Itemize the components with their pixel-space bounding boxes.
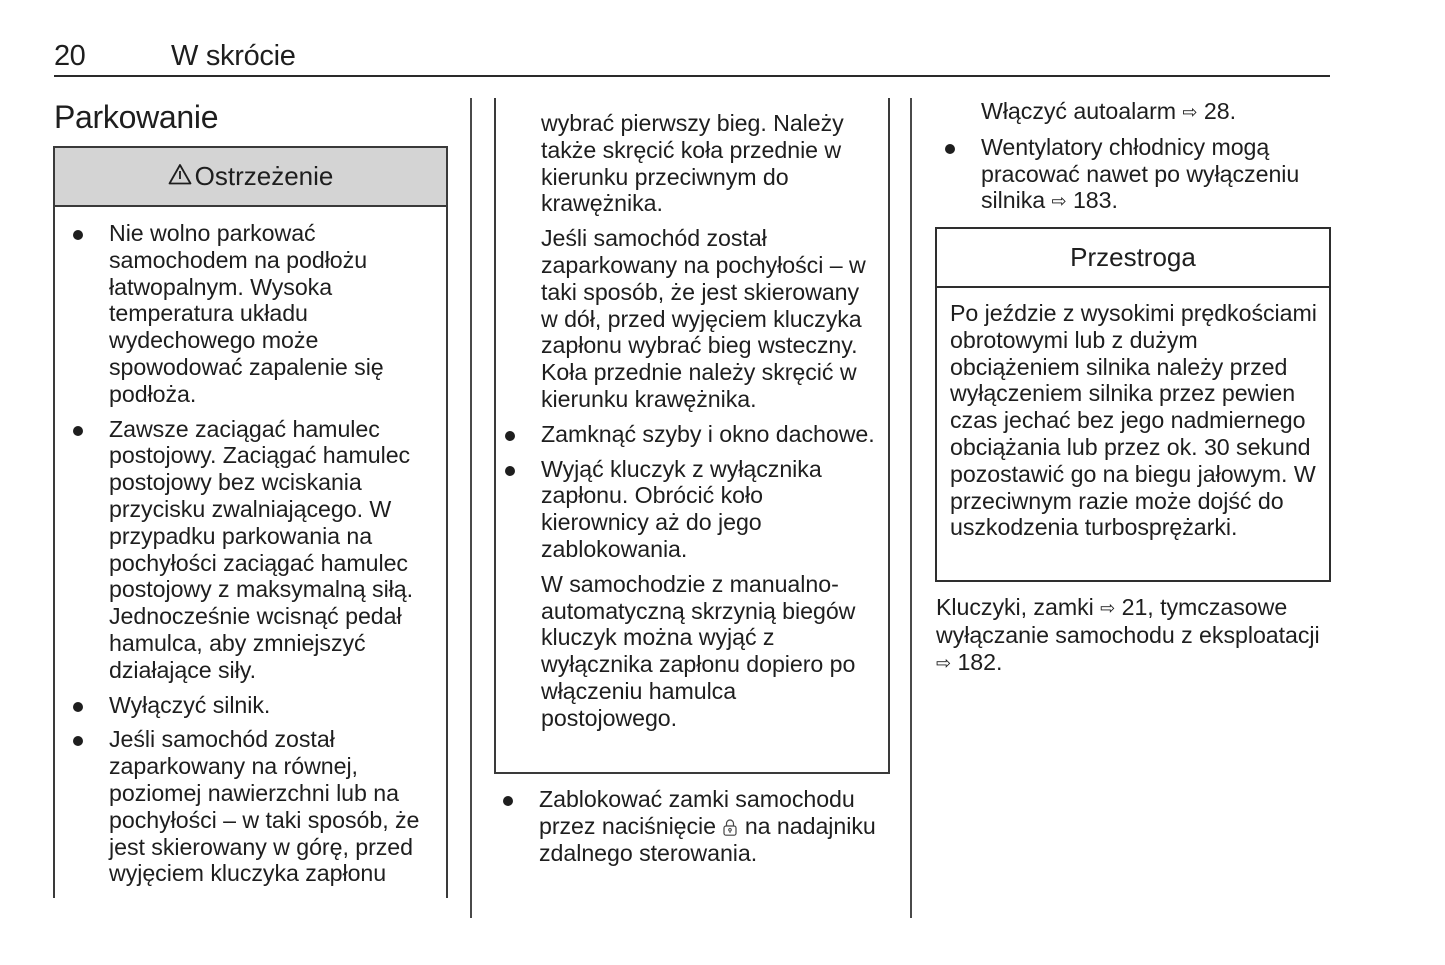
paragraph: wybrać pierwszy bieg. Należy także skręcić koła przednie w kierunku przeciwnym do krawężnika. bbox=[541, 110, 844, 217]
bullet-icon bbox=[945, 144, 955, 154]
list-item: Jeśli samochód został zaparkowany na równej, poziomej nawierzchni lub na pochyłości – w taki sposób, że jest skierowany w górę, przed wyjęciem kluczyka zapłonu bbox=[64, 726, 439, 887]
page-ref-arrow-icon: ⇨ bbox=[1051, 191, 1067, 212]
warning-continued-body bbox=[496, 98, 875, 732]
list-item: Zawsze zaciągać hamulec postojowy. Zaciągać hamulec postojowy bez wciskania przycisku zwalniającego. W przypadku parkowania na pochyłości zaciągać hamulec postojowy z maksymalną siłą. Jednocześnie wcisnąć pedał hamulca, aby zmniejszyć działające siły. bbox=[64, 416, 439, 684]
warning-body bbox=[55, 207, 446, 887]
header-rule bbox=[54, 75, 1330, 77]
page-ref-link[interactable]: 28. bbox=[1203, 98, 1236, 124]
section-title: W skrócie bbox=[171, 40, 296, 72]
lock-icon bbox=[723, 815, 737, 832]
page-number: 20 bbox=[54, 40, 86, 72]
page-title: Parkowanie bbox=[54, 99, 219, 135]
bullet-icon bbox=[73, 426, 83, 436]
list-item: Zablokować zamki samochodu przez naciśnięcie na nadajniku zdalnego sterowania. bbox=[494, 786, 899, 866]
bullet-icon bbox=[505, 431, 515, 441]
list-item: Nie wolno parkować samochodem na podłożu łatwopalnym. Wysoka temperatura układu wydechowego może spowodować zapalenie się podłoża. bbox=[64, 220, 439, 408]
bullet-icon bbox=[505, 466, 515, 476]
warning-triangle-icon bbox=[168, 161, 192, 192]
caution-body: Po jeździe z wysokimi prędkościami obrotowymi lub z dużym obciążeniem silnika należy przed wyłączeniem silnika przez pewien czas jechać bez jego nadmiernego obciążania lub przez ok. 30 sekund pozostawić go na biegu jałowym. W przeciwnym razie może dojść do uszkodzenia turbosprężarki. bbox=[950, 300, 1317, 541]
bullet-icon bbox=[503, 796, 513, 806]
page-ref-link[interactable]: 182. bbox=[957, 648, 1003, 675]
bullet-icon bbox=[73, 736, 83, 746]
page-ref-arrow-icon: ⇨ bbox=[1100, 598, 1116, 618]
page-ref-link[interactable]: 21, bbox=[1121, 594, 1154, 620]
lock-list bbox=[494, 786, 914, 866]
page-ref-arrow-icon: ⇨ bbox=[1182, 102, 1198, 122]
warning-heading: Ostrzeżenie bbox=[194, 161, 334, 191]
page-ref-arrow-icon: ⇨ bbox=[936, 652, 952, 673]
right-column bbox=[936, 98, 1336, 215]
list-item: Wentylatory chłodnicy mogą pracować nawet po wyłączeniu silnika ⇨ 183. bbox=[936, 134, 1326, 215]
list-item: Wyjąć kluczyk z wyłącznika zapłonu. Obrócić koło kierownicy aż do jego zablokowania. bbox=[496, 456, 875, 563]
warning-header bbox=[55, 148, 446, 207]
paragraph: Jeśli samochód został zaparkowany na pochyłości – w taki sposób, że jest skierowany w dół, przed wyjęciem kluczyka zapłonu wybrać bieg wsteczny. Koła przednie należy skręcić w kierunku krawężnika. bbox=[541, 225, 866, 412]
warning-box bbox=[53, 146, 448, 898]
list-item: Zamknąć szyby i okno dachowe. bbox=[496, 421, 875, 448]
column-divider-left bbox=[470, 98, 472, 918]
warning-box-continued bbox=[494, 98, 890, 774]
list-item: Wyłączyć silnik. bbox=[64, 692, 439, 719]
bullet-icon bbox=[73, 230, 83, 240]
caution-box bbox=[935, 227, 1331, 582]
paragraph: W samochodzie z manualno-automatyczną skrzynią biegów kluczyk można wyjąć z wyłącznika zapłonu dopiero po włączeniu hamulca postojowego. bbox=[541, 570, 856, 731]
page-ref-link[interactable]: 183. bbox=[1072, 187, 1118, 214]
alarm-line: Włączyć autoalarm ⇨ 28. bbox=[981, 98, 1236, 124]
bullet-icon bbox=[73, 702, 83, 712]
caution-header: Przestroga bbox=[937, 229, 1329, 288]
cross-references: Kluczyki, zamki ⇨ 21, tymczasowe wyłączanie samochodu z eksploatacji ⇨ 182. bbox=[936, 594, 1320, 675]
